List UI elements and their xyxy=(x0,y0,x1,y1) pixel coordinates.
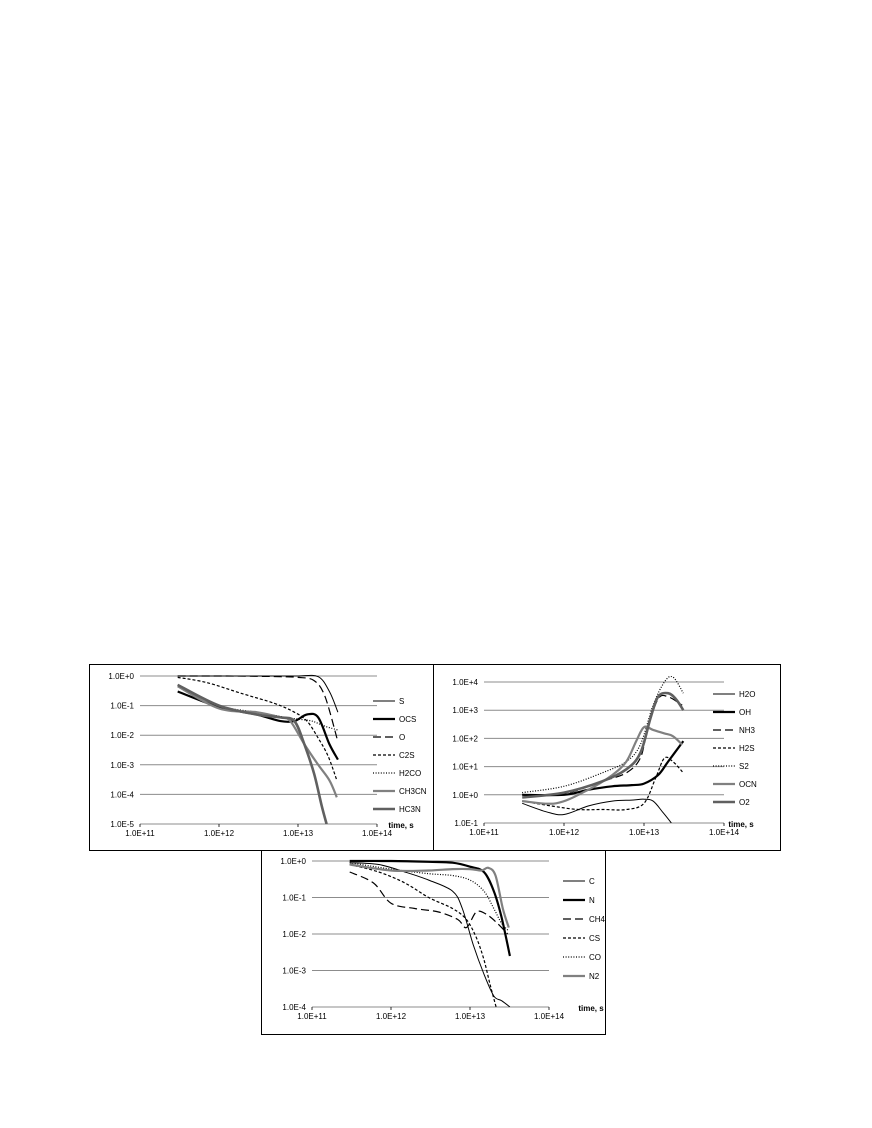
chart2-legend-label-s2: S2 xyxy=(739,762,749,771)
chart1-y-tick-label: 1.0E-4 xyxy=(110,790,134,800)
chart3-y-tick-label: 1.0E+0 xyxy=(280,857,306,866)
chart3-legend-label-c: C xyxy=(589,877,595,886)
chart3-legend-label-n: N xyxy=(589,896,595,905)
chart1-legend-label-o: O xyxy=(399,733,406,742)
chart3-x-tick-label: 1.0E+13 xyxy=(454,1012,486,1021)
chart3-y-tick-label: 1.0E-4 xyxy=(282,1003,306,1012)
chart-panel-2 xyxy=(433,664,781,851)
chart1-legend-label-c2s: C2S xyxy=(399,751,415,760)
chart1-series-ch3cn xyxy=(178,686,337,797)
chart2-series-o2 xyxy=(522,693,683,798)
chart3-x-tick-label: 1.0E+14 xyxy=(533,1012,565,1021)
chart2-y-tick-label: 1.0E+2 xyxy=(452,734,478,744)
chart3-x-tick-label: 1.0E+12 xyxy=(375,1012,407,1021)
chart3-y-tick-label: 1.0E-1 xyxy=(282,893,306,903)
chart3-series-c xyxy=(350,863,510,1007)
chart-3-svg xyxy=(262,851,607,1036)
chart2-legend-label-h2s: H2S xyxy=(739,744,755,753)
chart2-y-tick-label: 1.0E+4 xyxy=(452,678,478,687)
chart3-legend-label-co: CO xyxy=(589,953,601,962)
chart3-legend-label-ch4: CH4 xyxy=(589,915,606,924)
chart2-x-axis-label: time, s xyxy=(728,820,754,829)
chart2-x-tick-label: 1.0E+14 xyxy=(708,828,740,837)
chart-2-svg xyxy=(434,665,782,852)
chart3-legend-label-cs: CS xyxy=(589,934,601,943)
chart2-y-tick-label: 1.0E+3 xyxy=(452,706,478,716)
chart1-x-tick-label: 1.0E+14 xyxy=(361,829,393,838)
chart3-y-tick-label: 1.0E-3 xyxy=(282,966,306,976)
chart1-legend-label-h2co: H2CO xyxy=(399,769,422,778)
chart3-series-ch4 xyxy=(350,872,508,934)
chart2-legend-label-ocn: OCN xyxy=(739,780,757,789)
chart1-series-ocs xyxy=(178,692,338,760)
chart-1-svg xyxy=(90,665,435,852)
chart2-x-tick-label: 1.0E+12 xyxy=(548,828,580,837)
chart2-x-tick-label: 1.0E+11 xyxy=(469,828,499,837)
chart1-y-tick-label: 1.0E-5 xyxy=(110,820,134,829)
chart3-y-tick-label: 1.0E-2 xyxy=(282,930,306,939)
chart1-legend-label-hc3n: HC3N xyxy=(399,805,421,814)
chart-panel-1 xyxy=(89,664,434,851)
chart-panel-3 xyxy=(261,850,606,1035)
chart2-y-tick-label: 1.0E+1 xyxy=(452,762,478,772)
chart1-legend-label-ch3cn: CH3CN xyxy=(399,787,427,796)
chart1-x-tick-label: 1.0E+13 xyxy=(282,829,314,838)
chart2-legend-label-h2o: H2O xyxy=(739,690,756,699)
chart2-legend-label-nh3: NH3 xyxy=(739,726,756,735)
chart1-y-tick-label: 1.0E-2 xyxy=(110,731,134,741)
chart1-y-tick-label: 1.0E-3 xyxy=(110,760,134,770)
chart1-y-tick-label: 1.0E+0 xyxy=(108,672,134,681)
chart3-x-axis-label: time, s xyxy=(578,1004,604,1013)
chart1-x-tick-label: 1.0E+12 xyxy=(203,829,235,838)
chart2-series-h2s xyxy=(522,757,683,810)
chart2-y-tick-label: 1.0E-1 xyxy=(454,819,478,828)
chart3-series-cs xyxy=(350,865,497,1011)
chart3-x-tick-label: 1.0E+11 xyxy=(297,1012,327,1021)
chart1-series-h2co xyxy=(178,685,338,730)
chart1-legend-label-ocs: OCS xyxy=(399,715,417,724)
chart1-legend-label-s: S xyxy=(399,697,405,706)
chart1-x-tick-label: 1.0E+11 xyxy=(125,829,155,838)
chart3-legend-label-n2: N2 xyxy=(589,972,600,981)
chart3-series-n xyxy=(350,861,510,956)
chart1-y-tick-label: 1.0E-1 xyxy=(110,701,134,711)
chart1-x-axis-label: time, s xyxy=(388,821,414,830)
chart2-legend-label-oh: OH xyxy=(739,708,751,717)
chart2-y-tick-label: 1.0E+0 xyxy=(452,790,478,800)
chart2-x-tick-label: 1.0E+13 xyxy=(628,828,660,837)
chart2-legend-label-o2: O2 xyxy=(739,798,750,807)
